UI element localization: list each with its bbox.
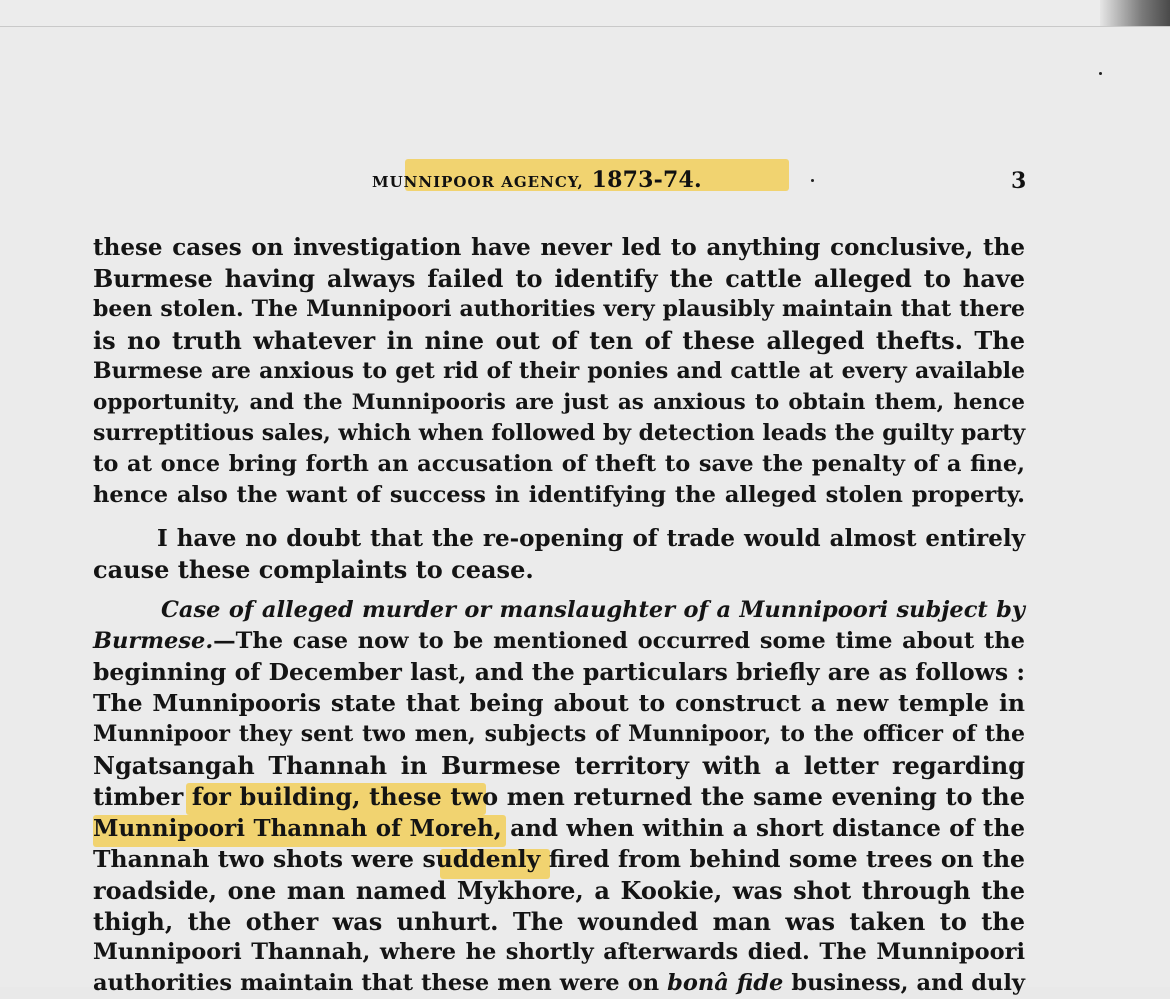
heading-end: Burmese. [93, 628, 214, 654]
header-years: 1873-74. [591, 167, 702, 193]
text-line: roadside, one man named Mykhore, a Kookie, was shot through the [93, 876, 1025, 905]
text-line: Thannah two shots were suddenly fired from behind some trees on the [93, 845, 1025, 873]
header-title [372, 167, 702, 193]
text-line: surreptitious sales, which when followed by detection leads the guilty party [93, 420, 1026, 446]
text-line [93, 626, 1025, 657]
viewer-corner-shadow [1100, 0, 1170, 26]
text-line: Burmese having always failed to identify the cattle alleged to have [93, 264, 1025, 293]
text-line: to at once bring forth an accusation of theft to save the penalty of a fine, [93, 451, 1025, 477]
text-line: beginning of December last, and the particulars briefly are as follows : [93, 658, 1025, 686]
text-line: opportunity, and the Munnipooris are just as anxious to obtain them, hence [93, 390, 1025, 415]
text-line: Burmese are anxious to get rid of their ponies and cattle at every available [93, 358, 1025, 384]
text-line: cause these complaints to cease. [93, 555, 534, 584]
text-line: Munnipoori Thannah of Moreh, and when within a short distance of the [93, 815, 1025, 842]
italic-run: bonâ fide [667, 970, 784, 996]
text-line: been stolen. The Munnipoori authorities very plausibly maintain that there [93, 296, 1025, 322]
text-line-cut [93, 968, 1025, 999]
text-line: is no truth whatever in nine out of ten of these alleged thefts. The [93, 326, 1025, 355]
scanned-page [0, 27, 1170, 996]
text-line: Munnipoor they sent two men, subjects of Munnipoor, to the officer of the [93, 721, 1025, 747]
speck [811, 179, 814, 182]
text-line: I have no doubt that the re-opening of trade would almost entirely [157, 525, 1025, 552]
viewer-top-bar [0, 0, 1170, 27]
section-heading: Case of alleged murder or manslaughter of a Munnipoori subject by [161, 597, 1025, 623]
running-header [0, 165, 1170, 201]
text-line: hence also the want of success in identifying the alleged stolen property. [93, 482, 1025, 508]
text-run: —The case now to be mentioned occurred some time about the [213, 628, 1025, 654]
text-line: these cases on investigation have never led to anything conclusive, the [93, 234, 1025, 261]
text-line: timber for building, these two men returned the same evening to the [93, 782, 1025, 811]
text-run: authorities maintain that these men were on [93, 970, 668, 996]
text-line: Munnipoori Thannah, where he shortly afterwards died. The Munnipoori [93, 939, 1025, 965]
text-line: Ngatsangah Thannah in Burmese territory with a letter regarding [93, 751, 1025, 780]
speck [1099, 72, 1102, 75]
text-run: business, and duly [783, 970, 1026, 996]
page-number: 3 [1011, 168, 1027, 194]
text-line: The Munnipooris state that being about to construct a new temple in [93, 689, 1025, 717]
header-agency-name: MUNNIPOOR AGENCY, [372, 173, 584, 191]
text-line: thigh, the other was unhurt. The wounded man was taken to the [93, 907, 1025, 936]
